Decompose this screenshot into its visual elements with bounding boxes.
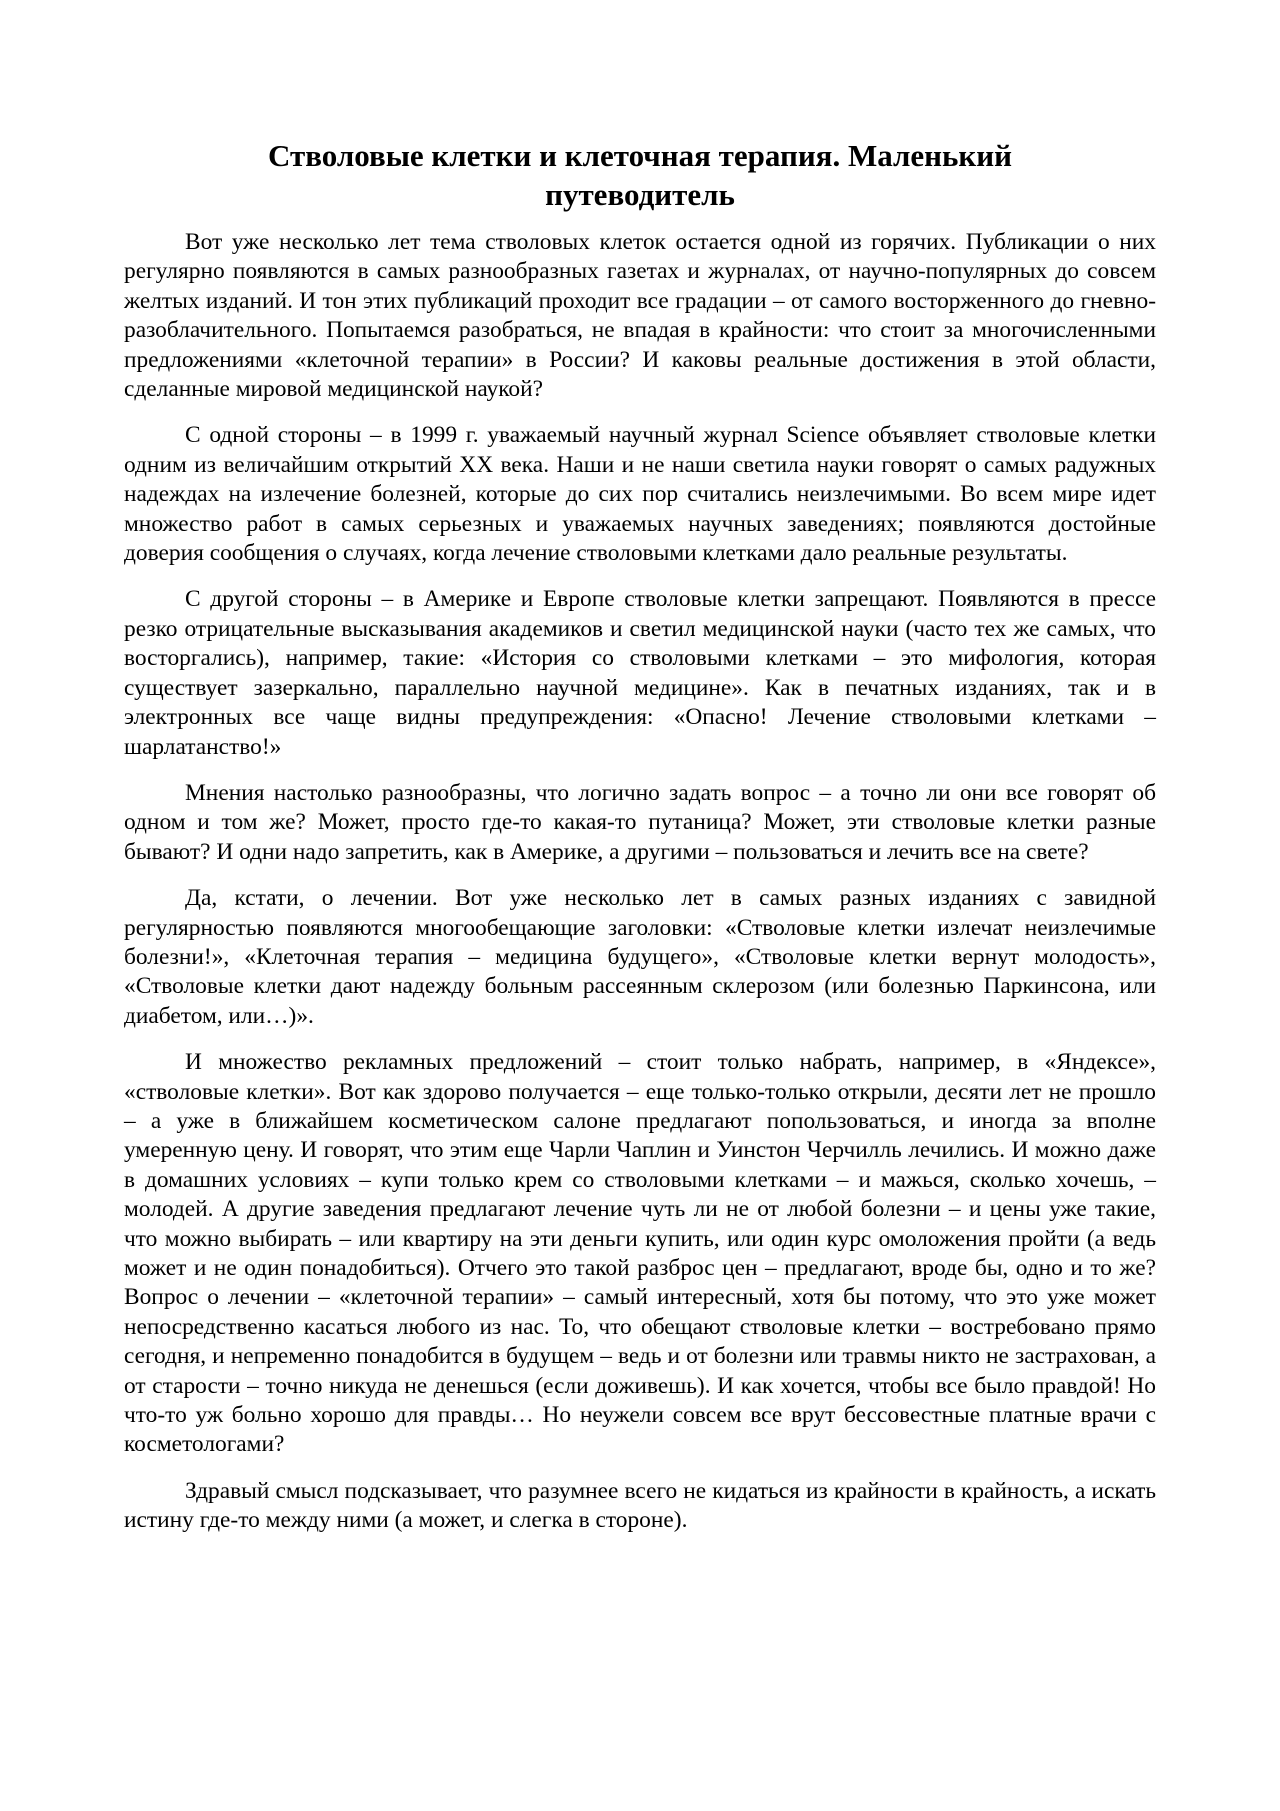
document-title bbox=[124, 136, 1156, 214]
paragraph-5: Да, кстати, о лечении. Вот уже несколько лет в самых разных изданиях с завидной регулярностью появляются многообещающие заголовки: «Стволовые клетки излечат неизлечимые болезни!», «Клеточная терапия – медицина будущего», «Стволовые клетки вернут молодость», «Стволовые клетки дают надежду больным рассеянным склерозом (или болезнью Паркинсона, или диабетом, или…)». bbox=[124, 885, 1156, 1029]
document-page bbox=[124, 136, 1156, 1553]
paragraph-1: Вот уже несколько лет тема стволовых клеток остается одной из горячих. Публикации о них регулярно появляются в самых разнообразных газетах и журналах, от научно-популярных до совсем желтых изданий. И тон этих публикаций проходит все градации – от самого восторженного до гневно-разоблачительного. Попытаемся разобраться, не впадая в крайности: что стоит за многочисленными предложениями «клеточной терапии» в России? И каковы реальные достижения в этой области, сделанные мировой медицинской наукой? bbox=[124, 229, 1156, 403]
paragraph-6: И множество рекламных предложений – стоит только набрать, например, в «Яндексе», «стволовые клетки». Вот как здорово получается – еще только-только открыли, десяти лет не прошло – а уже в ближайшем косметическом салоне предлагают попользоваться, и иногда за вполне умеренную цену. И говорят, что этим еще Чарли Чаплин и Уинстон Черчилль лечились. И можно даже в домашних условиях – купи только крем со стволовыми клетками – и мажься, сколько хочешь, – молодей. А другие заведения предлагают лечение чуть ли не от любой болезни – и цены уже такие, что можно выбирать – или квартиру на эти деньги купить, или один курс омоложения пройти (а ведь может и не один понадобиться). Отчего это такой разброс цен – предлагают, вроде бы, одно и то же? Вопрос о лечении – «клеточной терапии» – самый интересный, хотя бы потому, что это уже может непосредственно касаться любого из нас. То, что обещают стволовые клетки – востребовано прямо сегодня, и непременно понадобится в будущем – ведь и от болезни или травмы никто не застрахован, а от старости – точно никуда не денешься (если доживешь). И как хочется, чтобы все было правдой! Но что-то уж больно хорошо для правды… Но неужели совсем все врут бессовестные платные врачи с косметологами? bbox=[124, 1049, 1156, 1458]
paragraph-3: С другой стороны – в Америке и Европе стволовые клетки запрещают. Появляются в прессе резко отрицательные высказывания академиков и светил медицинской науки (часто тех же самых, что восторгались), например, такие: «История со стволовыми клетками – это мифология, которая существует зазеркально, параллельно научной медицине». Как в печатных изданиях, так и в электронных все чаще видны предупреждения: «Опасно! Лечение стволовыми клетками – шарлатанство!» bbox=[124, 586, 1156, 760]
paragraph-7: Здравый смысл подсказывает, что разумнее всего не кидаться из крайности в крайность, а искать истину где-то между ними (а может, и слегка в стороне). bbox=[124, 1477, 1156, 1534]
document-title-line-2: путеводитель bbox=[545, 177, 735, 212]
document-title-line-1: Стволовые клетки и клеточная терапия. Маленький bbox=[268, 138, 1012, 173]
paragraph-4: Мнения настолько разнообразны, что логично задать вопрос – а точно ли они все говорят об одном и том же? Может, просто где-то какая-то путаница? Может, эти стволовые клетки разные бывают? И одни надо запретить, как в Америке, а другими – пользоваться и лечить все на свете? bbox=[124, 779, 1156, 865]
paragraph-2: С одной стороны – в 1999 г. уважаемый научный журнал Science объявляет стволовые клетки одним из величайшим открытий XX века. Наши и не наши светила науки говорят о самых радужных надеждах на излечение болезней, которые до сих пор считались неизлечимыми. Во всем мире идет множество работ в самых серьезных и уважаемых научных заведениях; появляются достойные доверия сообщения о случаях, когда лечение стволовыми клетками дало реальные результаты. bbox=[124, 422, 1156, 567]
